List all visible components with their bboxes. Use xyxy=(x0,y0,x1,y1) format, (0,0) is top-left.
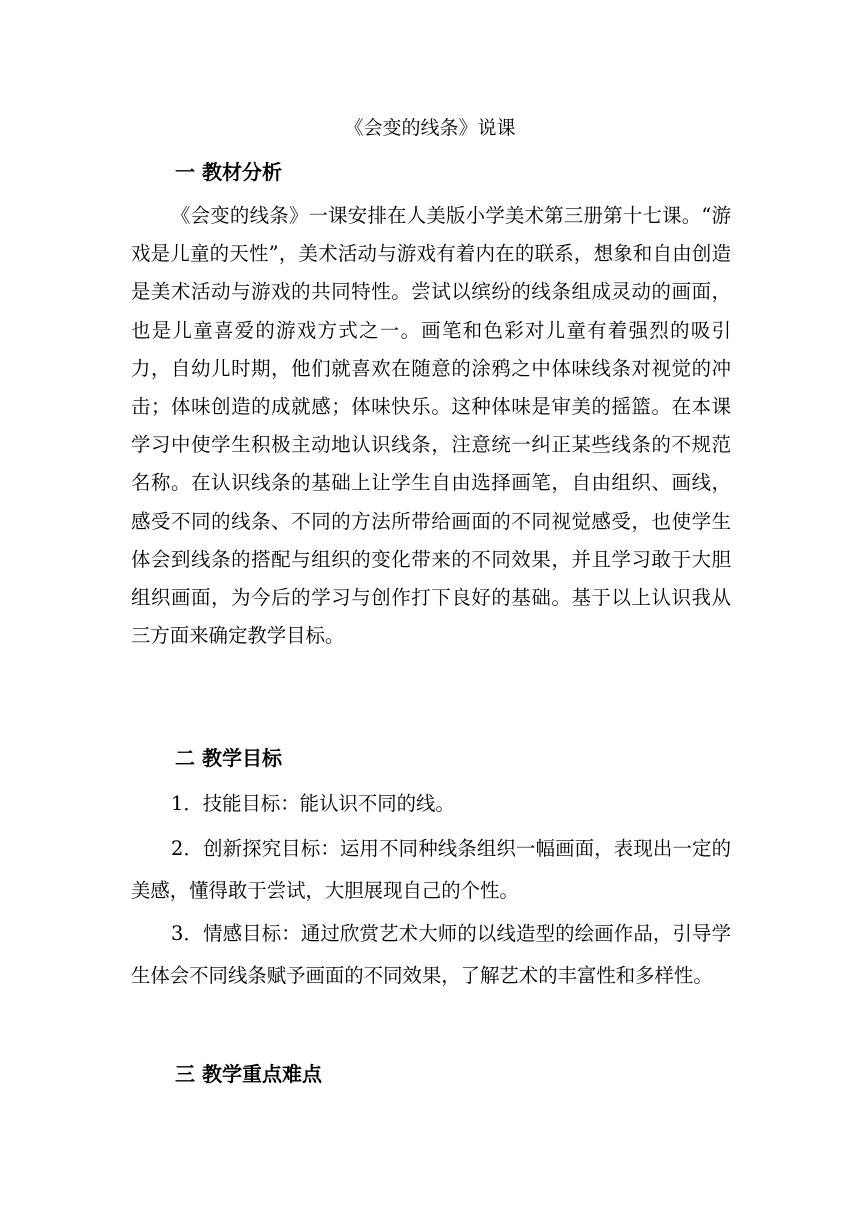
document-title: 《会变的线条》说课 xyxy=(344,117,516,139)
section-heading-textbook-analysis: 一 教材分析 xyxy=(175,160,282,184)
teaching-goal-item-2: 2．创新探究目标：运用不同种线条组织一幅画面，表现出一定的美感，懂得敢于尝试，大胆展现自己的个性。 xyxy=(131,837,731,902)
textbook-analysis-paragraph: 《会变的线条》一课安排在人美版小学美术第三册第十七课。“游戏是儿童的天性”，美术活动与游戏有着内在的联系，想象和自由创造是美术活动与游戏的共同特性。尝试以缤纷的线条组成灵动的画面，也是儿童喜爱的游戏方式之一。画笔和色彩对儿童有着强烈的吸引力，自幼儿时期，他们就喜欢在随意的涂鸦之中体味线条对视觉的冲击；体味创造的成就感；体味快乐。这种体味是审美的摇篮。在本课学习中使学生积极主动地认识线条，注意统一纠正某些线条的不规范名称。在认识线条的基础上让学生自由选择画笔，自由组织、画线，感受不同的线条、不同的方法所带给画面的不同视觉感受，也使学生体会到线条的搭配与组织的变化带来的不同效果，并且学习敢于大胆组织画面，为今后的学习与创作打下良好的基础。基于以上认识我从三方面来确定教学目标。 xyxy=(131,204,731,648)
teaching-goal-item-1: 1．技能目标：能认识不同的线。 xyxy=(171,792,455,815)
section-heading-teaching-goals: 二 教学目标 xyxy=(175,746,282,770)
teaching-goal-item-3: 3．情感目标：通过欣赏艺术大师的以线造型的绘画作品，引导学生体会不同线条赋予画面的不同效果，了解艺术的丰富性和多样性。 xyxy=(131,922,731,987)
section-heading-key-difficulties: 三 教学重点难点 xyxy=(175,1062,322,1086)
